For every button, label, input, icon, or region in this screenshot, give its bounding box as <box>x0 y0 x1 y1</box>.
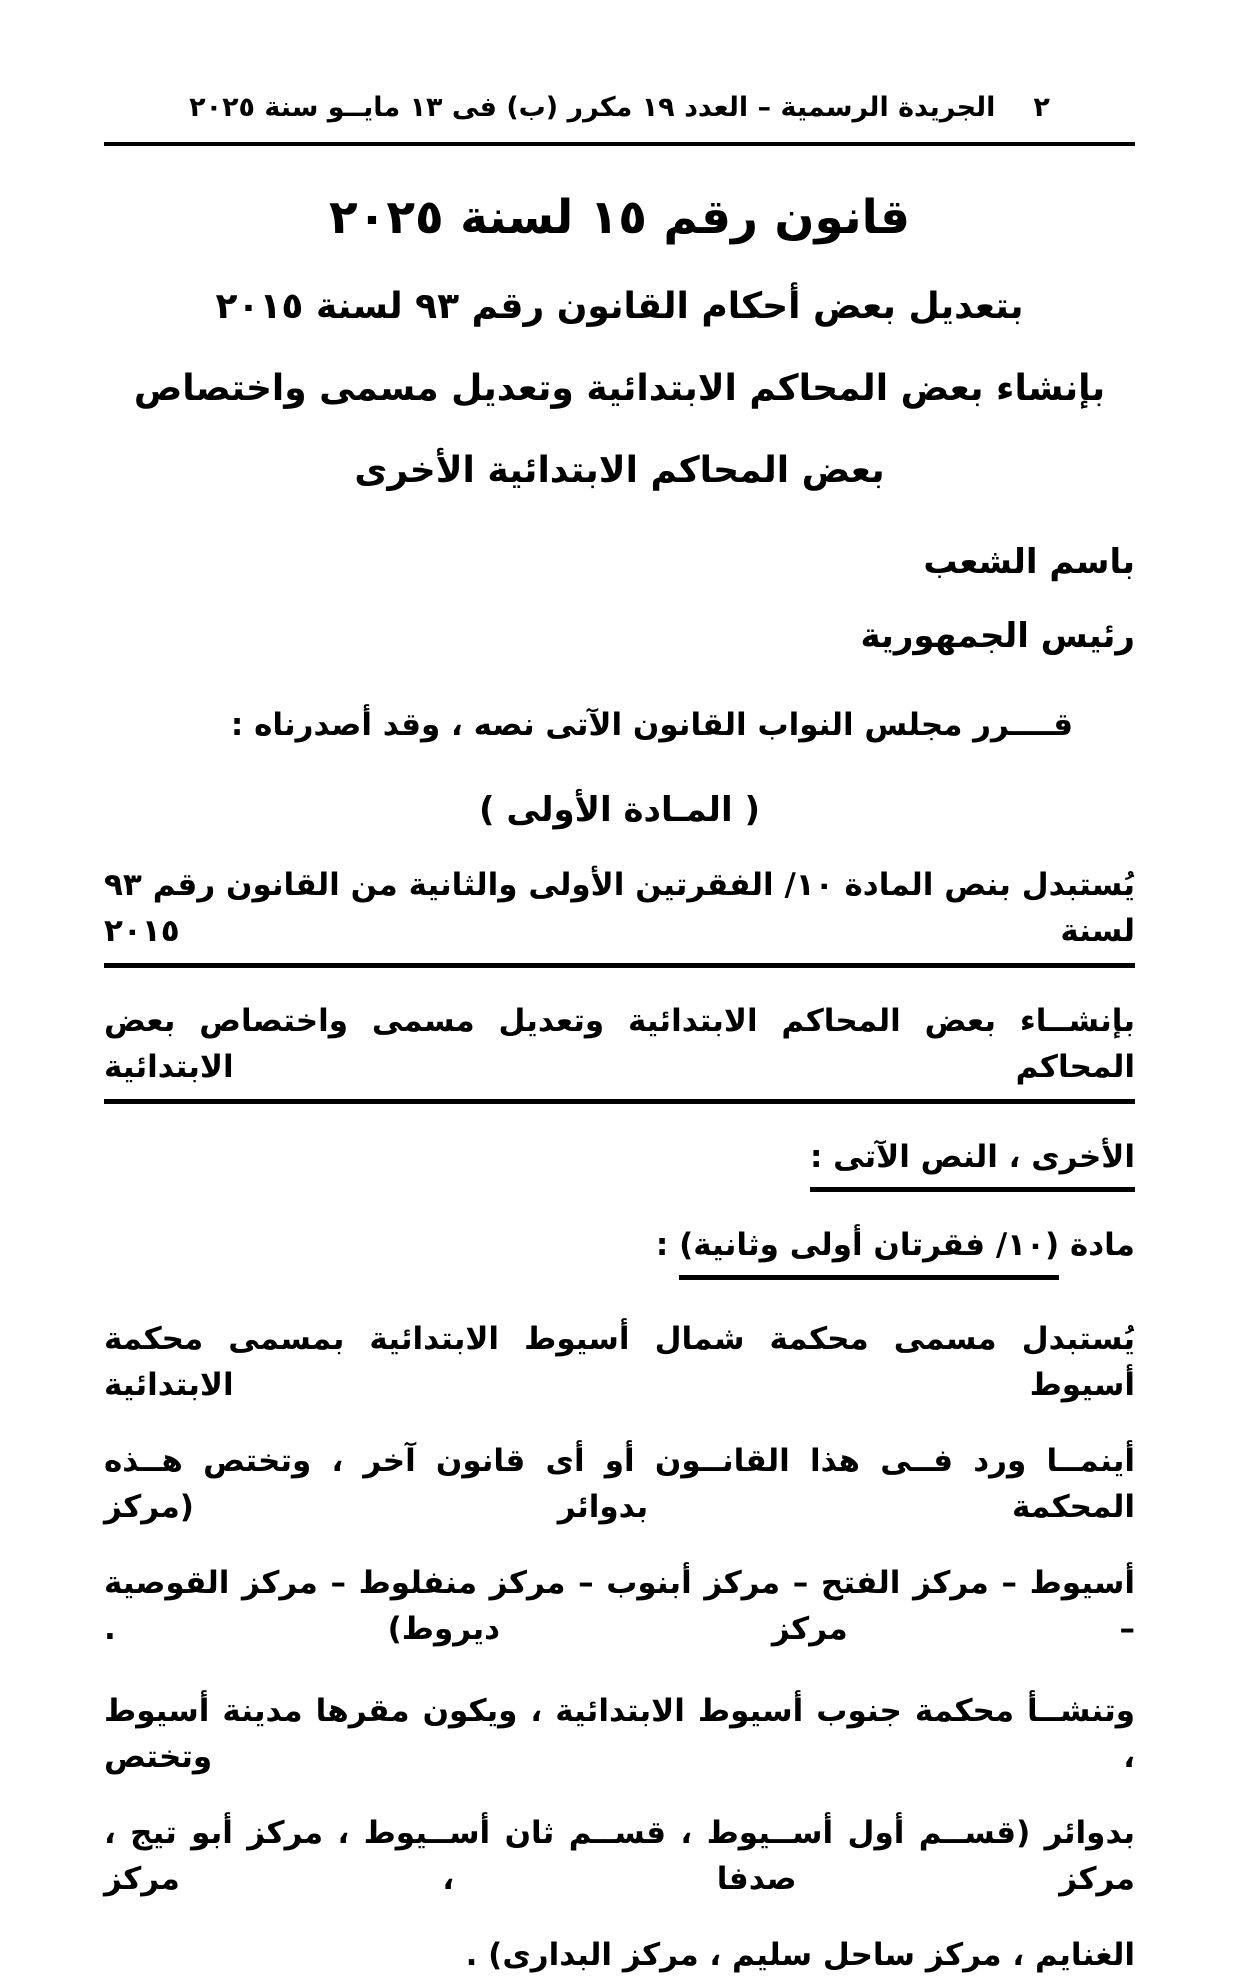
president-of-the-republic: رئيس الجمهورية <box>860 616 1135 656</box>
paragraph-2-line-2: بدوائر (قســم أول أســيوط ، قســم ثان أســيوط ، مركز أبو تيج ، مركز صدفا ، مركز <box>104 1815 1135 1897</box>
amendment-clause-line-3 <box>104 1134 1135 1192</box>
article-one-heading: ( المـادة الأولى ) <box>479 790 760 830</box>
gazette-issue-line: الجريدة الرسمية – العدد ١٩ مكرر (ب) فى ١٣ مايــو سنة ٢٠٢٥ <box>189 92 996 123</box>
enactment-preamble: قــــرر مجلس النواب القانون الآتى نصه ، وقد أصدرناه : <box>230 707 1073 743</box>
article-reference-prefix: مادة <box>1059 1227 1135 1263</box>
gazette-running-head <box>104 90 1135 126</box>
amendment-clause-line-3-text: الأخرى ، النص الآتى : <box>810 1134 1135 1192</box>
law-subtitle-line-2: بإنشاء بعض المحاكم الابتدائية وتعديل مسمى واختصاص <box>133 368 1106 409</box>
in-the-name-of-the-people: باسم الشعب <box>923 542 1135 582</box>
amendment-clause-line-2: بإنشــاء بعض المحاكم الابتدائية وتعديل مسمى واختصاص بعض المحاكم الابتدائية <box>104 998 1135 1104</box>
amendment-clause-line-1: يُستبدل بنص المادة ١٠/ الفقرتين الأولى والثانية من القانون رقم ٩٣ لسنة ٢٠١٥ <box>104 862 1135 968</box>
paragraph-2-line-3: الغنايم ، مركز ساحل سليم ، مركز البدارى) . <box>465 1937 1135 1973</box>
gazette-page <box>0 90 1239 1973</box>
header-rule <box>104 142 1135 146</box>
paragraph-1-line-1: يُستبدل مسمى محكمة شمال أسيوط الابتدائية بمسمى محكمة أسيوط الابتدائية <box>104 1321 1135 1403</box>
paragraph-2-line-1: وتنشــأ محكمة جنوب أسيوط الابتدائية ، ويكون مقرها مدينة أسيوط ، وتختص <box>104 1693 1135 1775</box>
article-reference-suffix: : <box>655 1227 680 1263</box>
article-reference-line <box>104 1222 1135 1280</box>
article-reference-clause: (١٠/ فقرتان أولى وثانية) <box>679 1222 1059 1280</box>
page-number: ٢ <box>1033 92 1050 123</box>
law-subtitle-line-1: بتعديل بعض أحكام القانون رقم ٩٣ لسنة ٢٠١٥ <box>215 286 1024 327</box>
paragraph-1-line-2: أينمــا ورد فــى هذا القانــون أو أى قانون آخر ، وتختص هــذه المحكمة بدوائر (مركز <box>104 1443 1135 1525</box>
law-subtitle-line-3: بعض المحاكم الابتدائية الأخرى <box>354 450 885 491</box>
law-title: قانون رقم ١٥ لسنة ٢٠٢٥ <box>328 190 911 245</box>
paragraph-1-line-3: أسيوط – مركز الفتح – مركز أبنوب – مركز منفلوط – مركز القوصية – مركز ديروط) . <box>104 1565 1135 1647</box>
